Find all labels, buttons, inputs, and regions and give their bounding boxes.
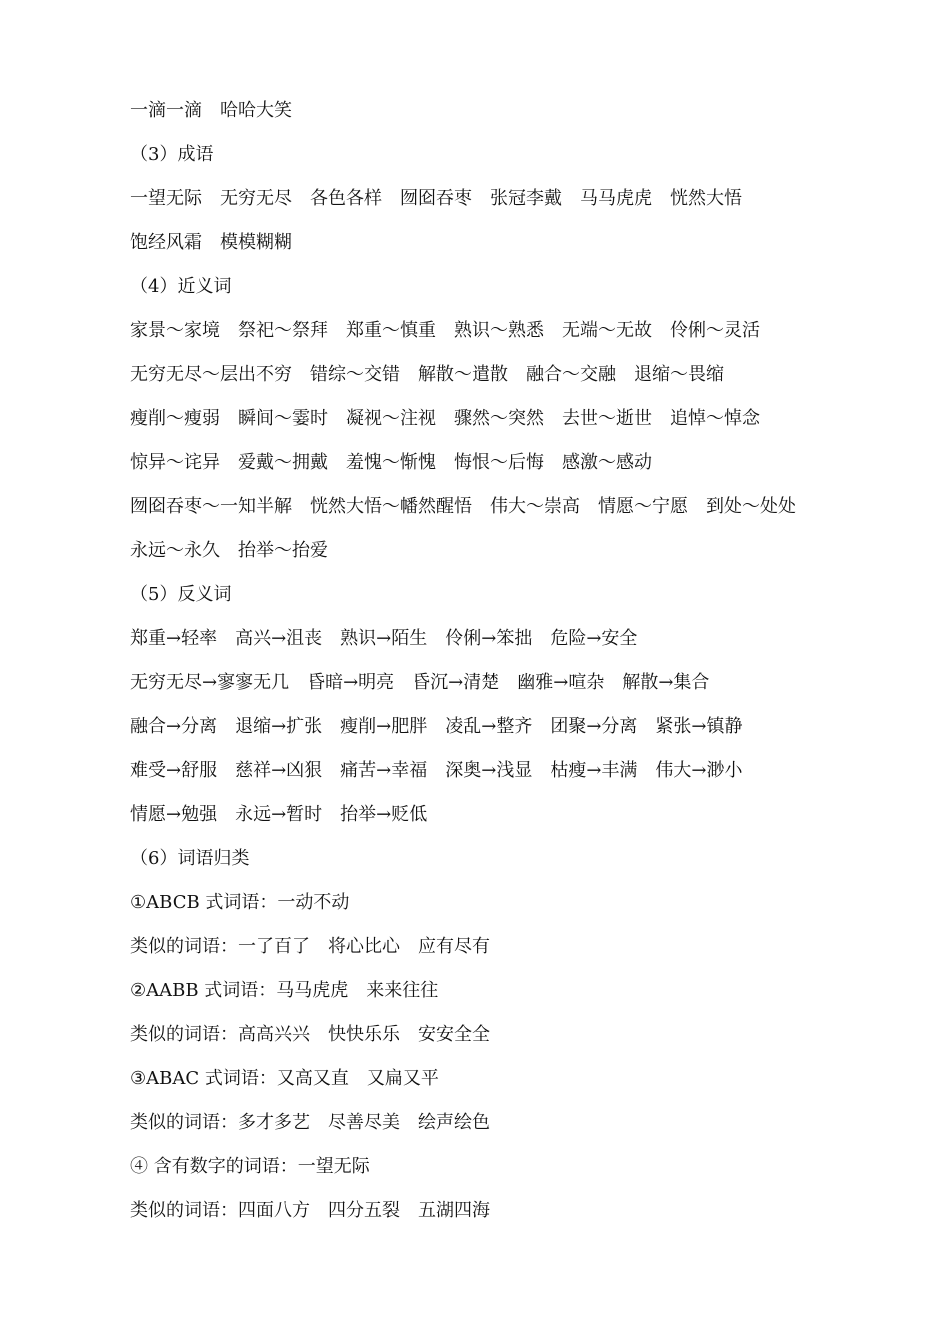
text-line: ①ABCB 式词语：一动不动 <box>130 892 350 913</box>
text-line: 永远～永久 抬举～抬爱 <box>130 540 328 561</box>
section-heading-synonyms: （4）近义词 <box>130 276 232 297</box>
text-line: 类似的词语：四面八方 四分五裂 五湖四海 <box>130 1200 490 1221</box>
text-line: 类似的词语：一了百了 将心比心 应有尽有 <box>130 936 490 957</box>
document-page <box>130 89 890 1233</box>
text-line: 囫囵吞枣～一知半解 恍然大悟～幡然醒悟 伟大～崇高 情愿～宁愿 到处～处处 <box>130 496 796 517</box>
text-line: 一滴一滴 哈哈大笑 <box>130 100 292 121</box>
section-heading-word-classification: （6）词语归类 <box>130 848 250 869</box>
text-line: 类似的词语：多才多艺 尽善尽美 绘声绘色 <box>130 1112 490 1133</box>
text-line: 瘦削～瘦弱 瞬间～霎时 凝视～注视 骤然～突然 去世～逝世 追悼～悼念 <box>130 408 760 429</box>
text-line: 无穷无尽～层出不穷 错综～交错 解散～遣散 融合～交融 退缩～畏缩 <box>130 364 724 385</box>
text-line: ②AABB 式词语：马马虎虎 来来往往 <box>130 980 439 1001</box>
text-line: 类似的词语：高高兴兴 快快乐乐 安安全全 <box>130 1024 490 1045</box>
text-line: 融合→分离 退缩→扩张 瘦削→肥胖 凌乱→整齐 团聚→分离 紧张→镇静 <box>130 716 743 737</box>
text-line: ③ABAC 式词语：又高又直 又扁又平 <box>130 1068 439 1089</box>
text-line: 饱经风霜 模模糊糊 <box>130 232 292 253</box>
text-line: 惊异～诧异 爱戴～拥戴 羞愧～惭愧 悔恨～后悔 感激～感动 <box>130 452 652 473</box>
text-line: 家景～家境 祭祀～祭拜 郑重～慎重 熟识～熟悉 无端～无故 伶俐～灵活 <box>130 320 760 341</box>
text-line: 难受→舒服 慈祥→凶狠 痛苦→幸福 深奥→浅显 枯瘦→丰满 伟大→渺小 <box>130 760 743 781</box>
text-line: ④ 含有数字的词语：一望无际 <box>130 1156 370 1177</box>
text-line: 无穷无尽→寥寥无几 昏暗→明亮 昏沉→清楚 幽雅→喧杂 解散→集合 <box>130 672 710 693</box>
text-line: 一望无际 无穷无尽 各色各样 囫囵吞枣 张冠李戴 马马虎虎 恍然大悟 <box>130 188 742 209</box>
section-heading-antonyms: （5）反义词 <box>130 584 232 605</box>
text-line: 郑重→轻率 高兴→沮丧 熟识→陌生 伶俐→笨拙 危险→安全 <box>130 628 638 649</box>
text-line: 情愿→勉强 永远→暂时 抬举→贬低 <box>130 804 428 825</box>
section-heading-idioms: （3）成语 <box>130 144 214 165</box>
